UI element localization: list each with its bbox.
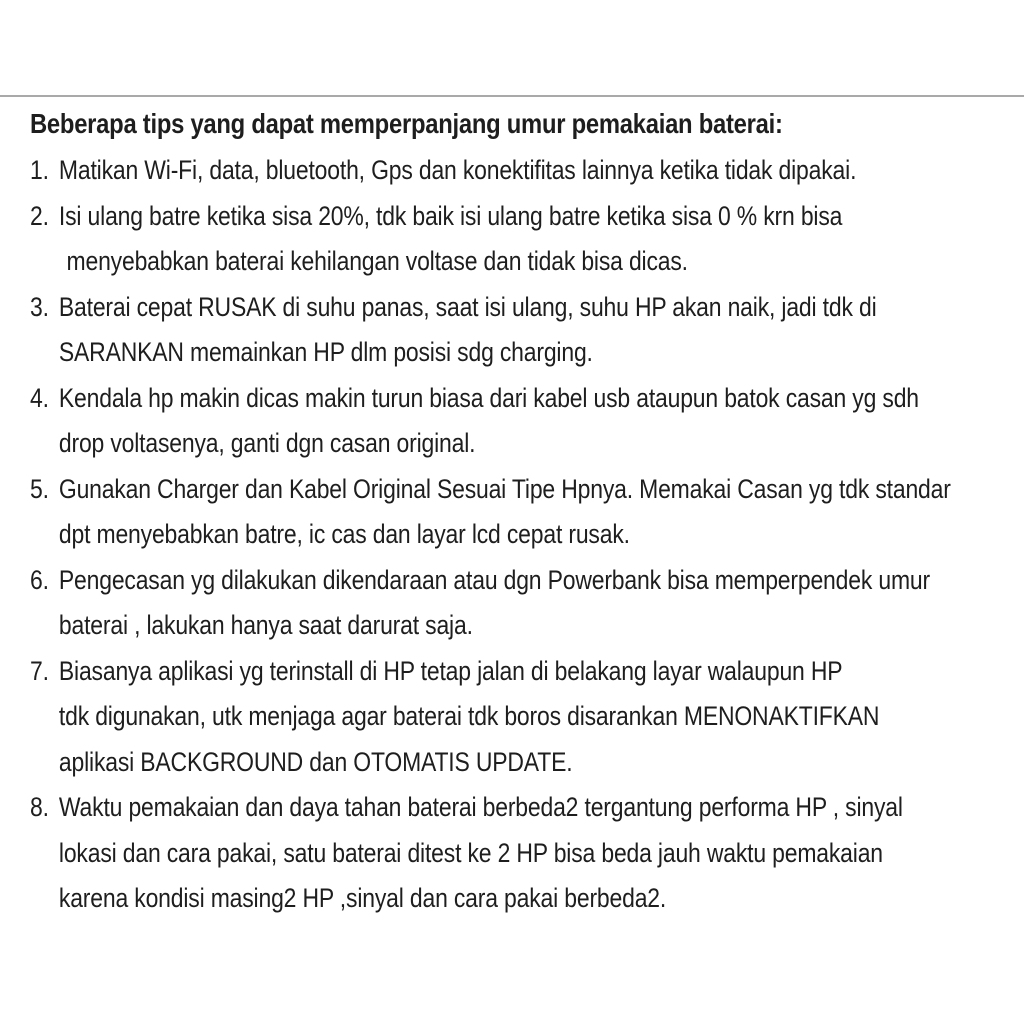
list-item-6: [30, 558, 1024, 649]
item-line: menyebabkan baterai kehilangan voltase dan tidak bisa dicas.: [66, 246, 688, 276]
item-line: aplikasi BACKGROUND dan OTOMATIS UPDATE.: [58, 746, 573, 777]
item-line: Waktu pemakaian dan daya tahan baterai berbeda2 tergantung performa HP , sinyal: [58, 792, 903, 822]
item-line: Pengecasan yg dilakukan dikendaraan atau dgn Powerbank bisa memperpendek umur: [58, 564, 930, 595]
item-line: SARANKAN memainkan HP dlm posisi sdg charging.: [58, 337, 593, 367]
item-number: 4.: [30, 382, 49, 413]
list-item-5: [30, 467, 1024, 558]
list-item-4: [30, 376, 1024, 467]
content-area: [30, 100, 1024, 922]
top-divider: [0, 95, 1024, 97]
item-line: Isi ulang batre ketika sisa 20%, tdk baik isi ulang batre ketika sisa 0 % krn bisa: [58, 200, 843, 231]
tips-heading: Beberapa tips yang dapat memperpanjang umur pemakaian baterai:: [30, 108, 783, 139]
list-item-3: [30, 285, 1024, 376]
list-item-2: [30, 194, 1024, 285]
item-line: Kendala hp makin dicas makin turun biasa dari kabel usb ataupun batok casan yg sdh: [58, 382, 919, 413]
list-item-7: [30, 649, 1024, 786]
item-number: 8.: [30, 792, 49, 822]
item-line: baterai , lakukan hanya saat darurat saja.: [58, 610, 473, 640]
tips-list: [30, 148, 1024, 922]
item-number: 2.: [30, 200, 49, 231]
item-line: lokasi dan cara pakai, satu baterai ditest ke 2 HP bisa beda jauh waktu pemakaian: [58, 837, 883, 868]
item-number: 7.: [30, 655, 49, 686]
item-line: drop voltasenya, ganti dgn casan original.: [58, 428, 476, 458]
list-item-1: [30, 148, 1024, 194]
item-line: Matikan Wi-Fi, data, bluetooth, Gps dan konektifitas lainnya ketika tidak dipakai.: [58, 155, 857, 185]
item-line: karena kondisi masing2 HP ,sinyal dan cara pakai berbeda2.: [58, 883, 667, 913]
item-number: 1.: [30, 155, 49, 185]
item-number: 5.: [30, 473, 49, 504]
item-line: dpt menyebabkan batre, ic cas dan layar lcd cepat rusak.: [58, 519, 630, 549]
item-number: 6.: [30, 564, 49, 595]
item-line: tdk digunakan, utk menjaga agar baterai tdk boros disarankan MENONAKTIFKAN: [58, 701, 880, 731]
item-line: Baterai cepat RUSAK di suhu panas, saat isi ulang, suhu HP akan naik, jadi tdk di: [58, 291, 877, 322]
item-line: Gunakan Charger dan Kabel Original Sesuai Tipe Hpnya. Memakai Casan yg tdk standar: [58, 473, 951, 504]
item-number: 3.: [30, 291, 49, 322]
item-line: Biasanya aplikasi yg terinstall di HP tetap jalan di belakang layar walaupun HP: [58, 655, 843, 686]
list-item-8: [30, 785, 1024, 922]
